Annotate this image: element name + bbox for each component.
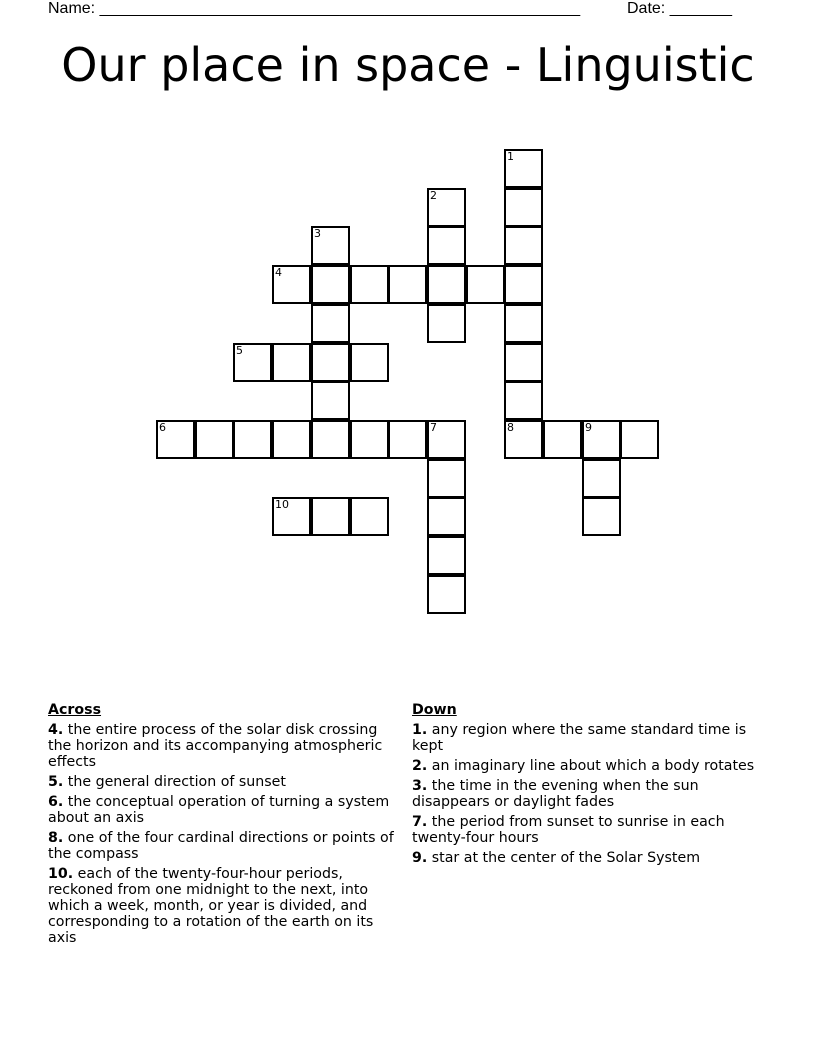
crossword-cell[interactable] [350,497,389,536]
crossword-cell[interactable] [427,536,466,575]
clue-text: the conceptual operation of turning a system about an axis [48,794,390,826]
crossword-cell[interactable] [195,420,234,459]
crossword-cell[interactable] [504,149,543,188]
clue-number: 4 [275,266,282,279]
crossword-cell[interactable] [311,265,350,304]
crossword-cell[interactable] [311,304,350,343]
crossword-cell[interactable] [504,304,543,343]
down-clues [412,702,757,870]
clue-number: 8 [507,421,514,434]
clue-number-label: 2. [412,758,428,774]
down-clue [412,814,757,846]
crossword-cell[interactable] [311,420,350,459]
clue-text: the general direction of sunset [67,774,286,790]
crossword-cell[interactable] [582,420,621,459]
crossword-cell[interactable] [388,420,427,459]
crossword-cell[interactable] [427,575,466,614]
clue-number-label: 10. [48,866,74,882]
across-clue [48,794,398,826]
clue-text: one of the four cardinal directions or points of the compass [48,830,394,862]
crossword-cell[interactable] [427,188,466,227]
crossword-cell[interactable] [582,459,621,498]
crossword-cell[interactable] [350,265,389,304]
clue-number-label: 5. [48,774,64,790]
clue-number-label: 4. [48,722,64,738]
crossword-cell[interactable] [272,343,311,382]
clue-number: 7 [430,421,437,434]
clue-text: the time in the evening when the sun disappears or daylight fades [412,778,699,810]
across-heading: Across [48,702,102,718]
across-clue [48,866,398,946]
crossword-cell[interactable] [311,381,350,420]
clue-text: each of the twenty-four-hour periods, reckoned from one midnight to the next, into which a week, month, or year is divided, and corresponding to a rotation of the earth on its axis [48,866,374,946]
clue-text: an imaginary line about which a body rotates [431,758,755,774]
crossword-cell[interactable] [272,420,311,459]
clue-text: any region where the same standard time is kept [412,722,747,754]
crossword-cell[interactable] [311,343,350,382]
clue-text: the entire process of the solar disk crossing the horizon and its accompanying atmospheric effects [48,722,383,770]
crossword-cell[interactable] [233,343,272,382]
down-heading: Down [412,702,457,718]
crossword-cell[interactable] [504,188,543,227]
clue-number-label: 1. [412,722,428,738]
crossword-cell[interactable] [582,497,621,536]
clue-number-label: 8. [48,830,64,846]
crossword-cell[interactable] [620,420,659,459]
clue-number: 5 [236,344,243,357]
across-clue [48,722,398,770]
crossword-cell[interactable] [543,420,582,459]
page-title: Our place in space - Linguistic [61,38,755,92]
crossword-cell[interactable] [504,381,543,420]
crossword-cell[interactable] [427,459,466,498]
clue-number: 2 [430,189,437,202]
clue-text: star at the center of the Solar System [431,850,701,866]
clue-number: 9 [585,421,592,434]
clue-number-label: 3. [412,778,428,794]
clue-number: 10 [275,498,289,511]
crossword-cell[interactable] [311,226,350,265]
clue-number: 3 [314,227,321,240]
date-field-label: Date: _______ [627,0,732,17]
crossword-cell[interactable] [427,497,466,536]
crossword-cell[interactable] [427,265,466,304]
crossword-cell[interactable] [427,226,466,265]
clue-number-label: 6. [48,794,64,810]
crossword-cell[interactable] [388,265,427,304]
down-clue-list [412,722,757,866]
down-clue [412,778,757,810]
crossword-cell[interactable] [350,343,389,382]
across-clue [48,774,398,790]
crossword-cell[interactable] [427,304,466,343]
crossword-cell[interactable] [156,420,195,459]
down-clue [412,758,757,774]
crossword-cell[interactable] [272,265,311,304]
crossword-cell[interactable] [466,265,505,304]
across-clue-list [48,722,398,946]
clue-number-label: 9. [412,850,428,866]
crossword-cell[interactable] [272,497,311,536]
across-clue [48,830,398,862]
crossword-cell[interactable] [504,420,543,459]
crossword-cell[interactable] [350,420,389,459]
clue-number: 6 [159,421,166,434]
name-field-label: Name: ______________________________________________________ [48,0,581,17]
clue-number: 1 [507,150,514,163]
clue-text: the period from sunset to sunrise in each twenty-four hours [412,814,725,846]
crossword-cell[interactable] [427,420,466,459]
crossword-cell[interactable] [504,265,543,304]
down-clue [412,850,757,866]
crossword-cell[interactable] [233,420,272,459]
crossword-cell[interactable] [311,497,350,536]
down-clue [412,722,757,754]
crossword-cell[interactable] [504,226,543,265]
crossword-cell[interactable] [504,343,543,382]
across-clues [48,702,398,950]
clue-number-label: 7. [412,814,428,830]
